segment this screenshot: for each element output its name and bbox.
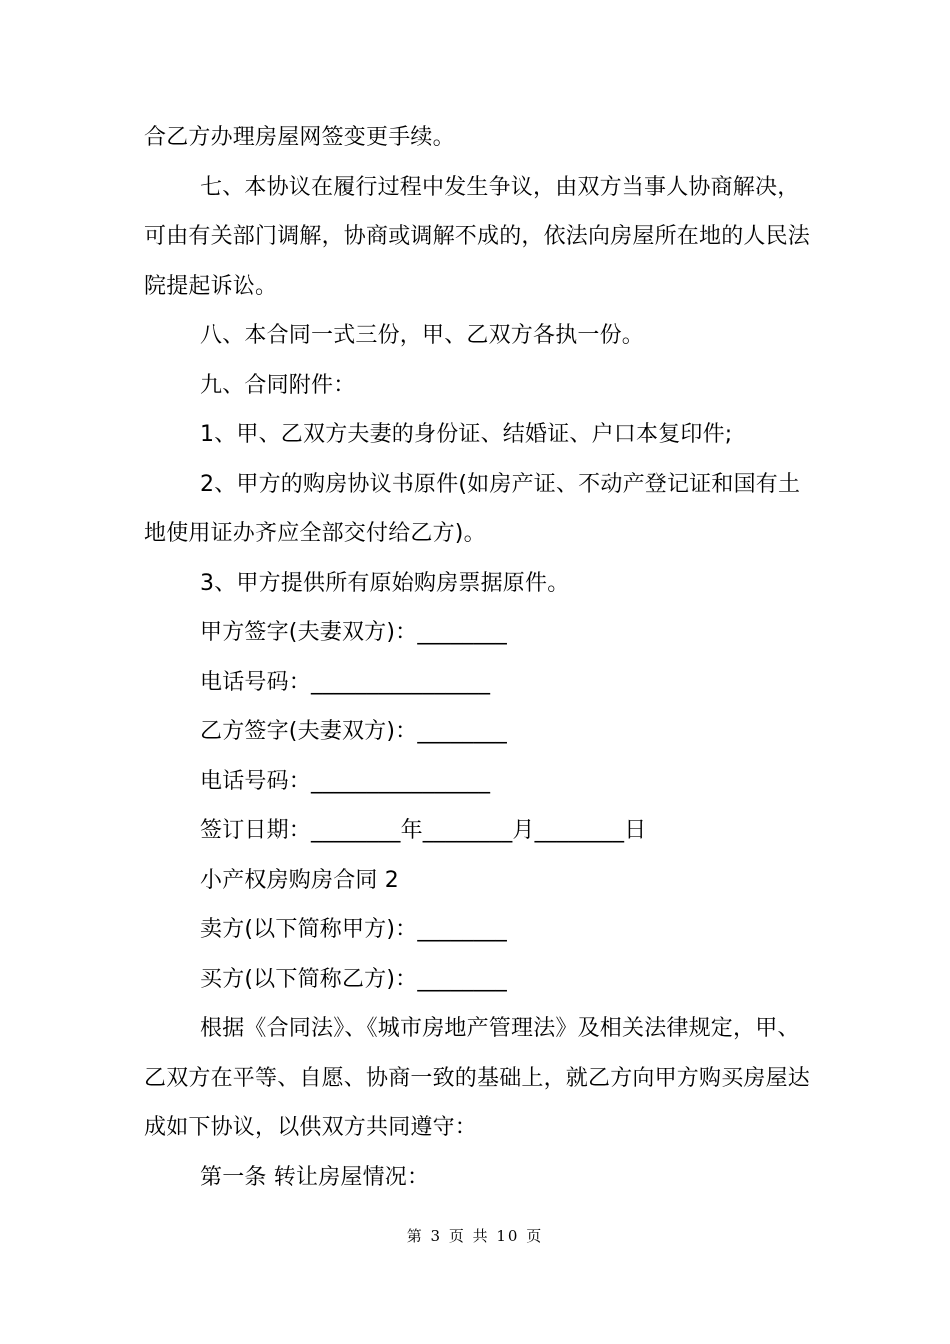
- text-line: 七、本协议在履行过程中发生争议，由双方当事人协商解决，: [200, 174, 800, 200]
- text-line: 院提起诉讼。: [144, 273, 278, 299]
- seller-line: 卖方(以下简称甲方)：________: [200, 917, 507, 942]
- text-line: 根据《合同法》、《城市房地产管理法》及相关法律规定，甲、: [200, 1016, 800, 1041]
- text-line: 合乙方办理房屋网签变更手续。: [144, 125, 455, 150]
- text-line: 地使用证办齐应全部交付给乙方)。: [144, 521, 486, 546]
- text-line: 3、甲方提供所有原始购房票据原件。: [200, 570, 570, 596]
- text-line: 八、本合同一式三份，甲、乙双方各执一份。: [200, 323, 645, 348]
- signature-line-party-b: 乙方签字(夫妻双方)：________: [200, 719, 507, 744]
- text-line: 1、甲、乙双方夫妻的身份证、结婚证、户口本复印件;: [200, 422, 733, 447]
- text-line: 九、合同附件：: [200, 372, 356, 398]
- text-line: 乙双方在平等、自愿、协商一致的基础上，就乙方向甲方购买房屋达: [144, 1065, 811, 1091]
- phone-line-party-a: 电话号码：________________: [200, 669, 491, 695]
- text-line: 2、甲方的购房协议书原件(如房产证、不动产登记证和国有土: [200, 471, 801, 497]
- buyer-line: 买方(以下简称乙方)：________: [200, 966, 507, 992]
- text-line: 可由有关部门调解，协商或调解不成的，依法向房屋所在地的人民法: [144, 224, 811, 249]
- phone-line-party-b: 电话号码：________________: [200, 768, 491, 794]
- document-body: [144, 113, 814, 1202]
- page-number-footer: 第 3 页 共 10 页: [406, 1227, 544, 1245]
- contract-heading: 小产权房购房合同 2: [200, 867, 399, 893]
- signature-line-party-a: 甲方签字(夫妻双方)：________: [200, 620, 507, 645]
- signing-date-line: 签订日期：________年________月________日: [200, 818, 647, 843]
- text-line: 成如下协议，以供双方共同遵守：: [144, 1115, 478, 1140]
- article-heading: 第一条 转让房屋情况：: [200, 1164, 430, 1190]
